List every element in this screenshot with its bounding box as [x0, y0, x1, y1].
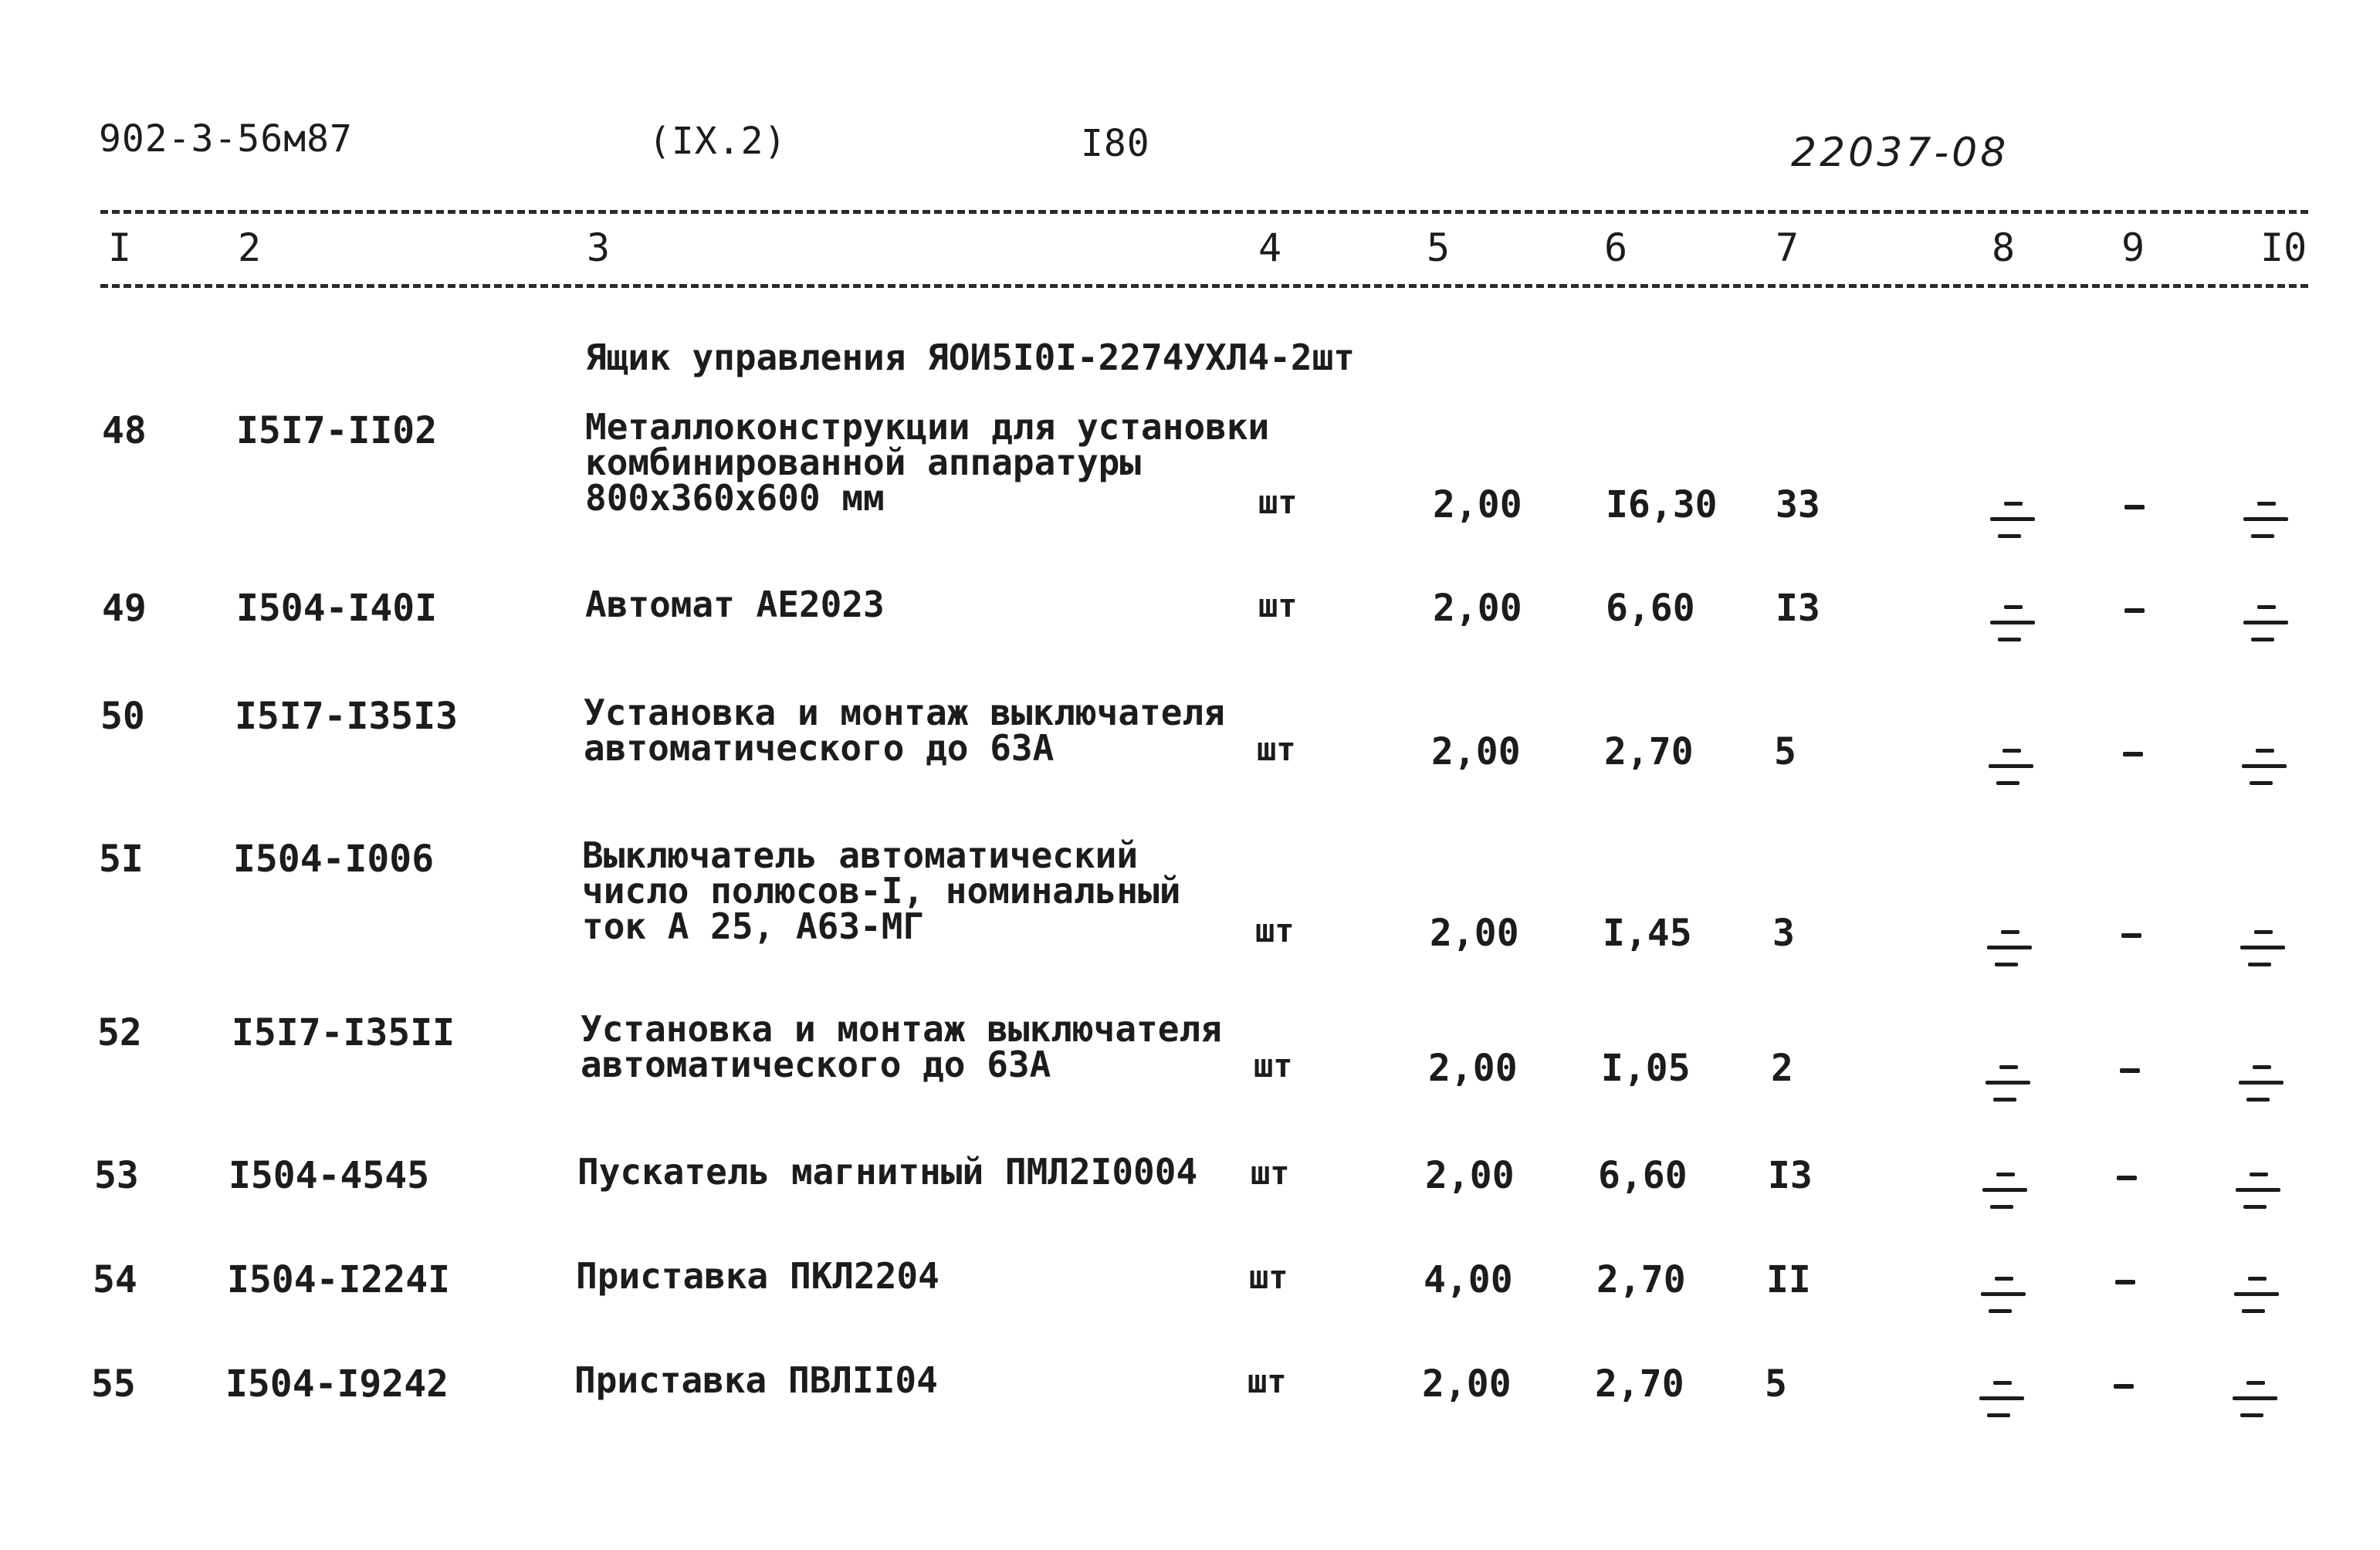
total-amount: 5 [1774, 730, 1796, 773]
ditto-mark-col10 [2233, 1378, 2279, 1424]
row-number: 54 [93, 1258, 137, 1301]
description-line: ток А 25, А63-МГ [582, 905, 925, 947]
dash-col9 [2115, 1280, 2135, 1284]
ditto-mark-col10 [2234, 1274, 2280, 1320]
header-divider-top [100, 210, 2308, 214]
ditto-mark-col8 [1981, 1274, 2027, 1320]
column-header-8: 8 [1992, 225, 2016, 270]
ditto-mark-col10 [2240, 927, 2287, 973]
price-code: I5I7-I35II [232, 1011, 455, 1054]
unit-price: I6,30 [1606, 483, 1718, 526]
unit-price: I,45 [1603, 912, 1692, 955]
description-line: Пускатель магнитный ПМЛ2I0004 [577, 1151, 1198, 1193]
ditto-mark-col10 [2243, 602, 2290, 648]
item-description [584, 692, 1225, 769]
item-description [585, 406, 1270, 519]
page-number: I80 [1081, 122, 1150, 165]
row-number: 48 [102, 409, 147, 452]
price-code: I504-I006 [233, 838, 435, 881]
price-code: I504-I224I [227, 1258, 450, 1301]
unit: шт [1248, 1362, 1287, 1400]
quantity: 2,00 [1430, 912, 1519, 955]
description-line: автоматического до 63А [584, 727, 1055, 769]
unit-price: 2,70 [1595, 1362, 1684, 1406]
ditto-mark-col10 [2236, 1169, 2282, 1216]
row-number: 50 [100, 695, 145, 738]
unit-price: 6,60 [1606, 587, 1695, 630]
dash-col9 [2124, 505, 2145, 509]
item-description [574, 1359, 938, 1401]
total-amount: 3 [1772, 912, 1795, 955]
description-line: Металлоконструкции для установки [585, 406, 1270, 448]
description-line: Выключатель автоматический [582, 834, 1139, 876]
price-code: I504-4545 [229, 1154, 430, 1197]
description-line: 800х360х600 мм [585, 477, 885, 519]
ditto-mark-col8 [1986, 1062, 2032, 1108]
item-description [582, 834, 1181, 947]
dash-col9 [2124, 608, 2145, 613]
unit: шт [1258, 587, 1298, 624]
unit-price: 2,70 [1596, 1258, 1686, 1301]
total-amount: II [1766, 1258, 1811, 1301]
unit-price: 6,60 [1598, 1154, 1688, 1197]
total-amount: 33 [1776, 483, 1820, 526]
row-number: 55 [91, 1362, 136, 1406]
total-amount: I3 [1768, 1154, 1813, 1197]
row-number: 5I [99, 838, 144, 881]
description-line: автоматического до 63А [581, 1044, 1051, 1085]
dash-col9 [2120, 1068, 2140, 1073]
handwritten-stamp: 22037-08 [1791, 130, 2009, 176]
quantity: 2,00 [1422, 1362, 1512, 1406]
quantity: 2,00 [1428, 1047, 1518, 1090]
unit: шт [1255, 912, 1295, 949]
column-header-3: 3 [587, 225, 611, 270]
item-description [576, 1255, 939, 1297]
dash-col9 [2123, 752, 2143, 756]
unit: шт [1249, 1258, 1288, 1296]
column-header-4: 4 [1258, 225, 1282, 270]
ditto-mark-col10 [2242, 746, 2288, 792]
document-code: 902-3-56м87 [99, 117, 353, 161]
price-code: I5I7-II02 [236, 409, 438, 452]
ditto-mark-col10 [2239, 1062, 2285, 1108]
header-divider-bottom [100, 284, 2308, 288]
quantity: 2,00 [1433, 587, 1522, 630]
dash-col9 [2114, 1384, 2134, 1389]
description-line: Автомат АЕ2023 [585, 584, 885, 625]
description-line: Приставка ПКЛ2204 [576, 1255, 939, 1297]
item-description [585, 584, 885, 625]
dash-col9 [2121, 933, 2141, 938]
row-number: 53 [94, 1154, 139, 1197]
ditto-mark-col8 [1979, 1378, 2026, 1424]
column-header-5: 5 [1427, 225, 1451, 270]
column-header-9: 9 [2121, 225, 2145, 270]
description-line: комбинированной аппаратуры [585, 442, 1142, 483]
ditto-mark-col8 [1987, 927, 2033, 973]
total-amount: 5 [1765, 1362, 1787, 1406]
section-title: Ящик управления ЯОИ5I0I-2274УХЛ4-2шт [585, 337, 1355, 378]
description-line: Установка и монтаж выключателя [584, 692, 1225, 733]
quantity: 2,00 [1431, 730, 1521, 773]
ditto-mark-col8 [1982, 1169, 2029, 1216]
unit: шт [1251, 1154, 1290, 1192]
dash-col9 [2117, 1176, 2137, 1180]
item-description [577, 1151, 1198, 1193]
column-header-10: I0 [2260, 225, 2307, 270]
ditto-mark-col10 [2243, 499, 2290, 545]
quantity: 2,00 [1425, 1154, 1515, 1197]
total-amount: I3 [1776, 587, 1820, 630]
item-description [581, 1008, 1222, 1085]
description-line: число полюсов-I, номинальный [582, 870, 1181, 912]
unit-price: 2,70 [1604, 730, 1694, 773]
description-line: Установка и монтаж выключателя [581, 1008, 1222, 1050]
unit: шт [1258, 483, 1298, 521]
total-amount: 2 [1771, 1047, 1793, 1090]
description-line: Приставка ПВЛII04 [574, 1359, 938, 1401]
column-header-6: 6 [1604, 225, 1628, 270]
quantity: 4,00 [1424, 1258, 1513, 1301]
unit-price: I,05 [1601, 1047, 1691, 1090]
column-header-2: 2 [238, 225, 262, 270]
price-code: I504-I9242 [225, 1362, 449, 1406]
column-header-7: 7 [1776, 225, 1799, 270]
column-header-1: I [108, 225, 132, 270]
price-code: I504-I40I [236, 587, 438, 630]
section-number: (IX.2) [648, 120, 787, 163]
ditto-mark-col8 [1990, 602, 2036, 648]
ditto-mark-col8 [1989, 746, 2035, 792]
unit: шт [1257, 730, 1296, 768]
unit: шт [1254, 1047, 1293, 1085]
ditto-mark-col8 [1990, 499, 2036, 545]
row-number: 49 [102, 587, 147, 630]
price-code: I5I7-I35I3 [235, 695, 458, 738]
quantity: 2,00 [1433, 483, 1522, 526]
row-number: 52 [97, 1011, 142, 1054]
